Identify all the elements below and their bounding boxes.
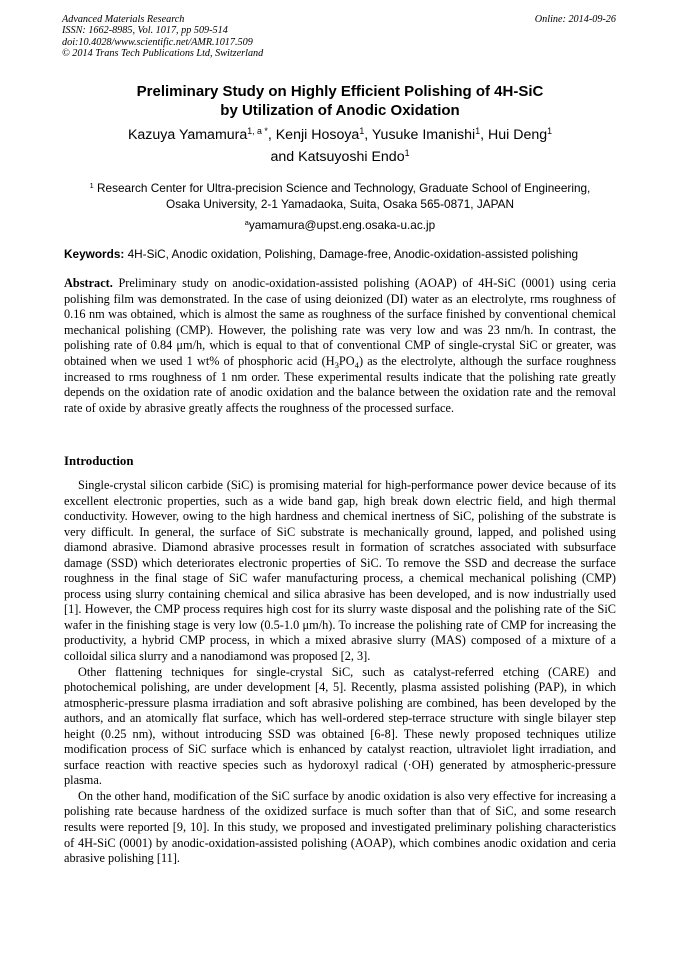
email-line <box>60 217 620 233</box>
doi-line: doi:10.4028/www.scientific.net/AMR.1017.509 <box>62 36 253 48</box>
author-affiliation-mark: 1, a * <box>247 126 268 137</box>
author-affiliation-mark: 1 <box>547 126 553 137</box>
author-name: Hui Deng <box>487 127 548 143</box>
affiliation-text: Research Center for Ultra-precision Science and Technology, Graduate School of Engineering, <box>93 181 591 195</box>
author-name: Kazuya Yamamura <box>127 127 248 143</box>
formula-subscript: 4 <box>354 359 359 370</box>
journal-header <box>62 14 616 59</box>
author-line-2 <box>60 146 620 168</box>
keywords-text: 4H-SiC, Anodic oxidation, Polishing, Damage-free, Anodic-oxidation-assisted polishing <box>124 247 579 261</box>
body-paragraph: On the other hand, modification of the SiC surface by anodic oxidation is also very effective for increasing a polishing rate because hardness of the oxidized surface is much softer than that of SiC, and some research results were reported [9, 10]. In this study, we proposed and investigated preliminary polishing characteristics of 4H-SiC (0001) by anodic-oxidation-assisted polishing (AOAP), which combines anodic oxidation and ceria abrasive polishing [11]. <box>64 788 616 866</box>
affiliation-line-2: Osaka University, 2-1 Yamadaoka, Suita, Osaka 565-0871, JAPAN <box>166 197 514 211</box>
abstract-label: Abstract. <box>64 276 113 290</box>
abstract-text: ) as the electrolyte, although the surface roughness increased to rms roughness of 1 nm order. These experimental results indicate that the polishing rate greatly depends on the oxidation rate of anodic oxidation and the balance between the oxidation rate and the removal rate of oxide by abrasive greatly affects the roughness of the processed surface. <box>64 353 616 415</box>
email-mark: a <box>244 217 249 227</box>
affiliation-line-1 <box>60 180 620 196</box>
abstract-text: PO <box>338 353 355 368</box>
online-date: Online: 2014-09-26 <box>534 14 616 25</box>
author-separator: , <box>267 127 276 143</box>
formula-subscript: 3 <box>334 359 339 370</box>
affiliation <box>60 180 620 212</box>
author-list <box>60 124 620 168</box>
author-affiliation-mark: 1 <box>359 126 365 137</box>
copyright-line: © 2014 Trans Tech Publications Ltd, Switzerland <box>62 47 264 59</box>
introduction-body <box>64 478 616 867</box>
author-line-1 <box>60 124 620 146</box>
title-line-2: by Utilization of Anodic Oxidation <box>220 102 460 119</box>
author-name: and Katsuyoshi Endo <box>270 149 405 165</box>
paper-title <box>60 82 620 120</box>
keywords <box>64 246 616 262</box>
title-line-1: Preliminary Study on Highly Efficient Polishing of 4H-SiC <box>136 83 544 100</box>
keywords-label: Keywords: <box>64 247 125 261</box>
section-heading-introduction: Introduction <box>64 454 134 468</box>
author-affiliation-mark: 1 <box>404 148 410 159</box>
body-paragraph: Single-crystal silicon carbide (SiC) is promising material for high-performance power device because of its excellent electronic properties, such as a wide band gap, high break down electric field, and high thermal conductivity. However, owing to the high hardness and chemical inertness of SiC, polishing of the substrate is very difficult. In general, the surface of SiC substrate is mechanically ground, lapped, and polished using diamond abrasive. Diamond abrasive processes result in formation of scratches associated with subsurface damage (SSD) which deteriorates electronic properties of SiC. To remove the SSD and decrease the surface roughness in the final stage of SiC wafer manufacturing process, a chemical mechanical polishing (CMP) process using slurry containing chemical and silica abrasive has been developed, and is now industrially used [1]. However, the CMP process requires high cost for its slurry waste disposal and the polishing rate of the SiC wafer in the finishing stage is very low (0.5-1.0 μm/h). To increase the polishing rate of CMP for increasing the productivity, a hybrid CMP process, in which a mixed abrasive slurry (MAS) composed of a mixture of a colloidal silica slurry and a nanodiamond was proposed [2, 3]. <box>64 478 616 664</box>
author-name: Kenji Hosoya <box>275 127 360 143</box>
abstract <box>64 276 616 416</box>
author-separator: , <box>480 127 488 143</box>
author-name: Yusuke Imanishi <box>371 127 476 143</box>
affiliation-mark: 1 <box>89 180 94 190</box>
journal-name: Advanced Materials Research <box>62 14 185 25</box>
email-address: yamamura@upst.eng.osaka-u.ac.jp <box>248 218 436 232</box>
author-separator: , <box>364 127 372 143</box>
issn-line: ISSN: 1662-8985, Vol. 1017, pp 509-514 <box>62 25 228 37</box>
author-affiliation-mark: 1 <box>475 126 481 137</box>
abstract-text: Preliminary study on anodic-oxidation-assisted polishing (AOAP) of 4H-SiC (0001) using ceria polishing film was demonstrated. In the case of using deionized (DI) water as an electrolyte, rms roughness of 0.16 nm was obtained, which is almost the same as roughness of the surface finished by conventional chemical mechanical polishing (CMP). However, the polishing rate was very low and was 23 nm/h. In contrast, the polishing rate of 0.84 μm/h, which is equal to that of conventional CMP of single-crystal SiC or greater, was obtained when we used 1 wt% of phosphoric acid (H <box>64 276 616 368</box>
body-paragraph: Other flattening techniques for single-crystal SiC, such as catalyst-referred etching (CARE) and photochemical polishing, are under development [4, 5]. Recently, plasma assisted polishing (PAP), in which atmospheric-pressure plasma irradiation and soft abrasive polishing are combined, has been developed by the authors, and an atomically flat surface, which has well-ordered step-terrace structure with single bilayer step height (0.25 nm), without introducing SSD was obtained [6-8]. These newly proposed techniques utilize modification process of SiC surface which is enhanced by catalyst reaction, ultraviolet light irradiation, and surface reaction with reactive species such as hydoroxyl radical (·OH) generated by atmospheric-pressure plasma. <box>64 664 616 788</box>
